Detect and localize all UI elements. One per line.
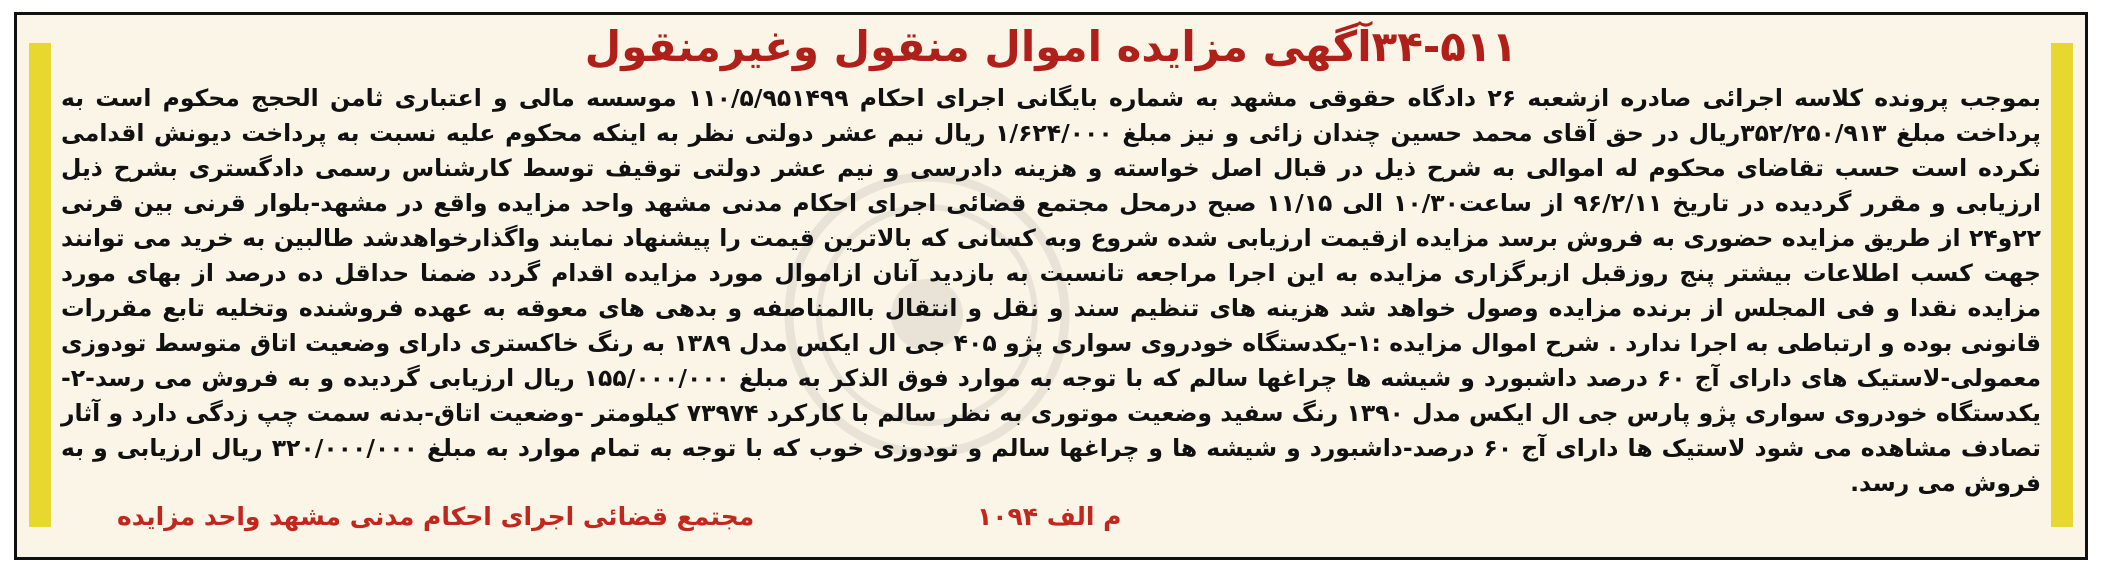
notice-body: بموجب پرونده کلاسه اجرائی صادره ازشعبه ۲۶ دادگاه حقوقی مشهد به شماره بایگانی اجرای احکام ۱۱۰/۵/۹۵۱۴۹۹ موسسه مالی و اعتباری ثامن الحجج محکوم است به پرداخت مبلغ ۳۵۲/۲۵۰/۹۱۳ریال در حق آقای محمد حسین چندان زائی و نیز مبلغ ۱/۶۲۴/۰۰۰ ریال نیم عشر دولتی نظر به اینکه محکوم علیه نسبت به پرداخت دیونش اقدامی نکرده است حسب تقاضای محکوم له اموالی به شرح ذیل در قبال اصل خواسته و هزینه دادرسی و نیم عشر دولتی توقیف توسط کارشناس رسمی دادگستری بشرح ذیل ارزیابی و مقرر گردیده در تاریخ ۹۶/۲/۱۱ از ساعت۱۰/۳۰ الی ۱۱/۱۵ صبح درمحل مجتمع قضائی اجرای احکام مدنی مشهد واحد مزایده واقع در مشهد-بلوار قرنی بین قرنی ۲۲و۲۴ از طریق مزایده حضوری به فروش برسد مزایده ازقیمت ارزیابی شده شروع وبه کسانی که بالاترین قیمت را پیشنهاد نمایند واگذارخواهدشد طالبین به خرید می توانند جهت کسب اطلاعات بیشتر پنج روزقبل ازبرگزاری مزایده به این اجرا مراجعه تانسبت به بازدید آنان ازاموال مورد مزایده اقدام گردد ضمنا حداقل ده درصد از بهای مورد مزایده نقدا و فی المجلس از برنده مزایده وصول خواهد شد هزینه های تنظیم سند و نقل و انتقال باالمناصفه و بدهی های معوقه به عهده فروشنده وتخلیه تابع مقررات قانونی بوده و ارتباطی به اجرا ندارد . شرح اموال مزایده :۱-یکدستگاه خودروی سواری پژو ۴۰۵ جی ال ایکس مدل ۱۳۸۹ به رنگ خاکستری دارای وضعیت اتاق متوسط تودوزی معمولی-لاستیک های دارای آج ۶۰ درصد داشبورد و شیشه ها چراغها سالم که با توجه به موارد فوق الذکر به مبلغ ۱۵۵/۰۰۰/۰۰۰ ریال ارزیابی گردیده و به فروش می رسد-۲-یکدستگاه خودروی سواری پژو پارس جی ال ایکس مدل ۱۳۹۰ رنگ سفید وضعیت موتوری به نظر سالم با کارکرد ۷۳۹۷۴ کیلومتر -وضعیت اتاق-بدنه سمت چپ زدگی دارد و آثار تصادف مشاهده می شود لاستیک ها دارای آج ۶۰ درصد-داشبورد و شیشه ها و چراغها سالم و تودوزی خوب که با توجه به تمام موارد به مبلغ ۳۲۰/۰۰۰/۰۰۰ ریال ارزیابی و به فروش می رسد.	[61, 84, 2042, 497]
auction-notice	[14, 12, 2088, 560]
notice-title: ۳۴-۵۱۱آگهی مزایده اموال منقول وغیرمنقول	[584, 22, 1518, 71]
right-accent-bar	[2051, 43, 2073, 527]
notice-code: م الف ۱۰۹۴	[977, 502, 1122, 531]
issuing-organization: مجتمع قضائی اجرای احکام مدنی مشهد واحد مزایده	[117, 502, 755, 531]
left-accent-bar	[29, 43, 51, 527]
